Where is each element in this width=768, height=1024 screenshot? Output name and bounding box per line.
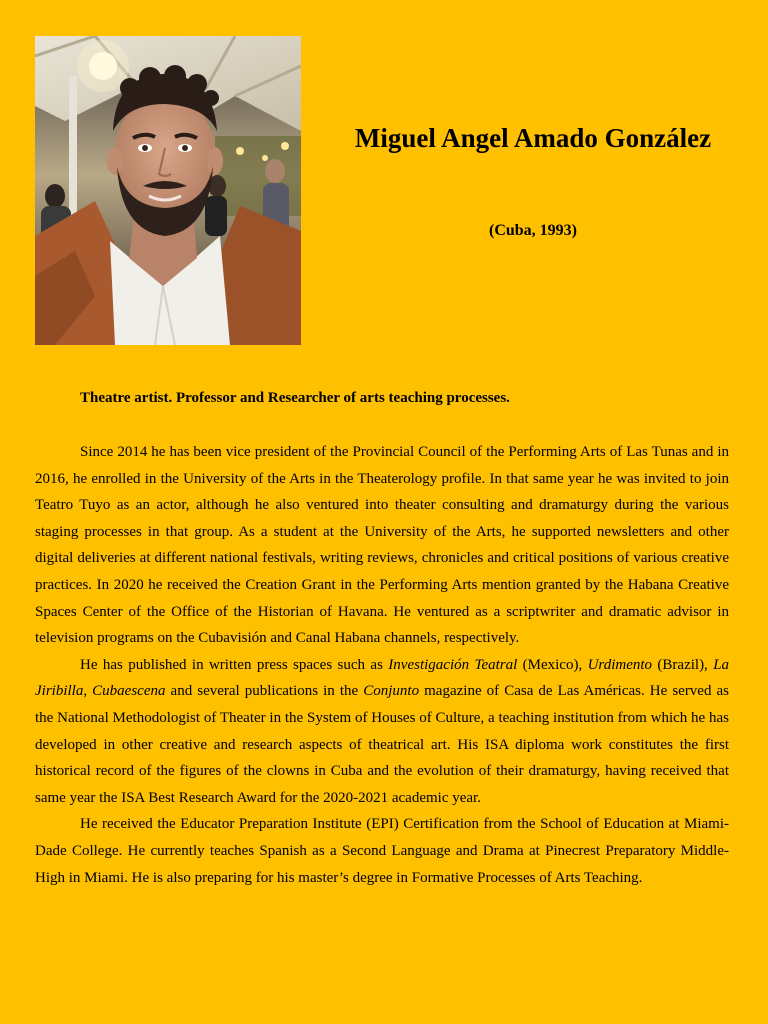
paragraph-text: Since 2014 he has been vice president of the Provincial Council of the Performing Arts of Las Tunas and in 2016, he enrolled in the University of the Arts in the Theaterology profile. In that same year he was invited to join Teatro Tuyo as an actor, although he also ventured into theater consulting and dramaturgy during the various staging processes in that group. As a student at the University of the Arts, he supported newsletters and other digital deliveries at different national festivals, writing reviews, chronicles and critical positions of various creative practices. In 2020 he received the Creation Grant in the Performing Arts mention granted by the Habana Creative Spaces Center of the Office of the Historian of Havana. He ventured as a scriptwriter and dramatic advisor in television programs on the Cubavisión and Canal Habana channels, respectively. (35, 444, 729, 647)
paragraph-text: magazine of Casa de Las Américas. He served as the National Methodologist of Theater in the System of Houses of Culture, a teaching institution from which he has developed in other creative and research aspects of theatrical art. His ISA diploma work constitutes the first historical record of the figures of the clowns in Cuba and the evolution of their dramaturgy, having received that same year the ISA Best Research Award for the 2020-2021 academic year. (35, 683, 730, 806)
paragraph-text: , (83, 683, 93, 700)
publication-title: Conjunto (363, 683, 420, 700)
paragraph-text: (Mexico), (517, 656, 588, 673)
origin-and-year: (Cuba, 1993) (488, 222, 577, 239)
biography-paragraph-2 (35, 652, 729, 812)
paragraph-text: (Brazil), (652, 656, 714, 673)
publication-title: La Jiribilla (35, 656, 730, 700)
person-name: Miguel Angel Amado González (354, 123, 712, 153)
publication-title: Cubaescena (92, 683, 166, 700)
portrait-photo (35, 36, 301, 345)
paragraph-text: He received the Educator Preparation Institute (EPI) Certification from the School of Education at Miami-Dade College. He currently teaches Spanish as a Second Language and Drama at Pinecrest Preparatory Middle-High in Miami. He is also preparing for his master’s degree in Formative Processes of Arts Teaching. (35, 816, 729, 886)
publication-title: Urdimento (587, 656, 653, 673)
biography-paragraph-3 (35, 811, 729, 891)
portrait-illustration (35, 36, 301, 345)
lead-description: Theatre artist. Professor and Researcher of arts teaching processes. (80, 390, 510, 406)
biography-body (35, 439, 729, 891)
paragraph-text: and several publications in the (165, 683, 364, 700)
paragraph-text: He has published in written press spaces such as (80, 656, 389, 673)
publication-title: Investigación Teatral (388, 656, 518, 673)
biography-paragraph-1 (35, 439, 729, 652)
